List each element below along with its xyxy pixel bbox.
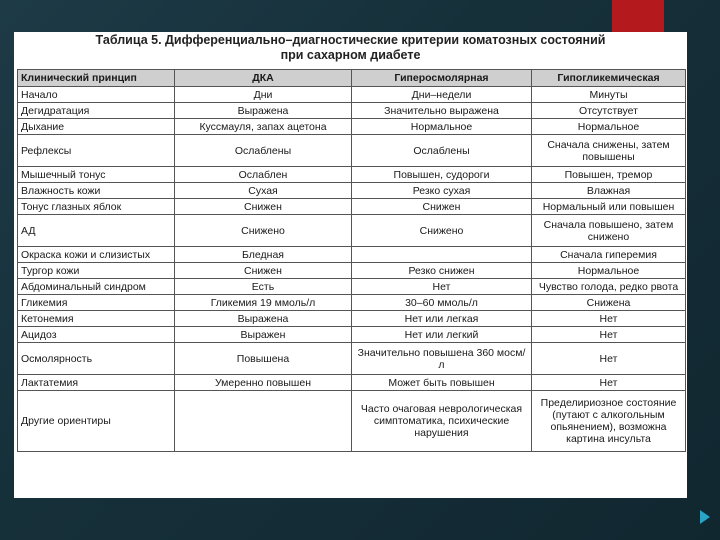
cell-hyperosmolar: Снижен [352,199,532,215]
cell-hyperosmolar: Значительно повышена 360 мосм/л [352,343,532,375]
cell-hypoglycemic: Повышен, тремор [532,167,686,183]
row-label: Тонус глазных яблок [18,199,175,215]
row-label: Тургор кожи [18,263,175,279]
cell-dka: Есть [175,279,352,295]
row-label: Лактатемия [18,375,175,391]
cell-dka: Выражена [175,311,352,327]
cell-hypoglycemic: Сначала гиперемия [532,247,686,263]
header-principle: Клинический принцип [18,70,175,87]
table-row [18,103,686,119]
row-label: Мышечный тонус [18,167,175,183]
cell-dka: Умеренно повышен [175,375,352,391]
cell-hypoglycemic: Минуты [532,87,686,103]
row-label: Дыхание [18,119,175,135]
cell-hypoglycemic: Снижена [532,295,686,311]
row-label: Другие ориентиры [18,391,175,452]
row-label: АД [18,215,175,247]
cell-dka: Дни [175,87,352,103]
row-label: Влажность кожи [18,183,175,199]
cell-hyperosmolar: Резко сухая [352,183,532,199]
cell-dka: Сухая [175,183,352,199]
cell-hypoglycemic: Прeделириозное состояние (путают с алкогольным опьянением), возможна картина инсульта [532,391,686,452]
criteria-table [17,69,686,452]
cell-hypoglycemic: Нет [532,311,686,327]
row-label: Кетонемия [18,311,175,327]
table-row [18,215,686,247]
cell-hyperosmolar: Дни–недели [352,87,532,103]
row-label: Ацидоз [18,327,175,343]
cell-hypoglycemic: Сначала снижены, затем повышены [532,135,686,167]
cell-dka: Снижен [175,199,352,215]
table-row [18,391,686,452]
row-label: Гликемия [18,295,175,311]
cell-hyperosmolar [352,247,532,263]
cell-dka: Куссмауля, запах ацетона [175,119,352,135]
row-label: Абдоминальный синдром [18,279,175,295]
cell-hypoglycemic: Влажная [532,183,686,199]
row-label: Осмолярность [18,343,175,375]
cell-dka: Ослаблены [175,135,352,167]
cell-hyperosmolar: Часто очаговая неврологическая симптоматика, психические нарушения [352,391,532,452]
cell-hypoglycemic: Нет [532,343,686,375]
cell-dka: Выражен [175,327,352,343]
cell-hypoglycemic: Нормальный или повышен [532,199,686,215]
row-label: Рефлексы [18,135,175,167]
table-row [18,343,686,375]
header-row [18,70,686,87]
table-row [18,311,686,327]
cell-hyperosmolar: Снижено [352,215,532,247]
cell-dka [175,391,352,452]
cell-hyperosmolar: Значительно выражена [352,103,532,119]
row-label: Начало [18,87,175,103]
cell-hypoglycemic: Нет [532,327,686,343]
cell-hypoglycemic: Нормальное [532,119,686,135]
red-accent-block [612,0,664,32]
cell-hyperosmolar: 30–60 ммоль/л [352,295,532,311]
cell-hyperosmolar: Резко снижен [352,263,532,279]
cell-hyperosmolar: Может быть повышен [352,375,532,391]
header-hypoglycemic: Гипогликемическая [532,70,686,87]
table-sheet [14,32,687,498]
title-line-1: Таблица 5. Дифференциально–диагностические критерии коматозных состояний [95,33,606,47]
table-row [18,247,686,263]
row-label: Окраска кожи и слизистых [18,247,175,263]
table-row [18,135,686,167]
header-hyperosmolar: Гиперосмолярная [352,70,532,87]
table-row [18,279,686,295]
table-row [18,167,686,183]
arrow-icon [700,510,710,524]
table-row [18,295,686,311]
cell-hyperosmolar: Нет [352,279,532,295]
cell-hypoglycemic: Нормальное [532,263,686,279]
cell-dka: Снижено [175,215,352,247]
table-row [18,119,686,135]
cell-hyperosmolar: Повышен, судороги [352,167,532,183]
row-label: Дегидратация [18,103,175,119]
title-line-2: при сахарном диабете [280,48,421,62]
table-row [18,183,686,199]
cell-hypoglycemic: Отсутствует [532,103,686,119]
table-row [18,199,686,215]
table-title [14,32,687,69]
cell-hypoglycemic: Сначала повышено, затем снижено [532,215,686,247]
cell-dka: Выражена [175,103,352,119]
table-row [18,263,686,279]
table-row [18,327,686,343]
cell-dka: Бледная [175,247,352,263]
cell-hypoglycemic: Чувство голода, редко рвота [532,279,686,295]
cell-hyperosmolar: Нормальное [352,119,532,135]
cell-hyperosmolar: Нет или легкая [352,311,532,327]
cell-dka: Гликемия 19 ммоль/л [175,295,352,311]
cell-hypoglycemic: Нет [532,375,686,391]
table-row [18,375,686,391]
cell-dka: Снижен [175,263,352,279]
cell-hyperosmolar: Нет или легкий [352,327,532,343]
cell-dka: Повышена [175,343,352,375]
cell-hyperosmolar: Ослаблены [352,135,532,167]
header-dka: ДКА [175,70,352,87]
cell-dka: Ослаблен [175,167,352,183]
table-row [18,87,686,103]
